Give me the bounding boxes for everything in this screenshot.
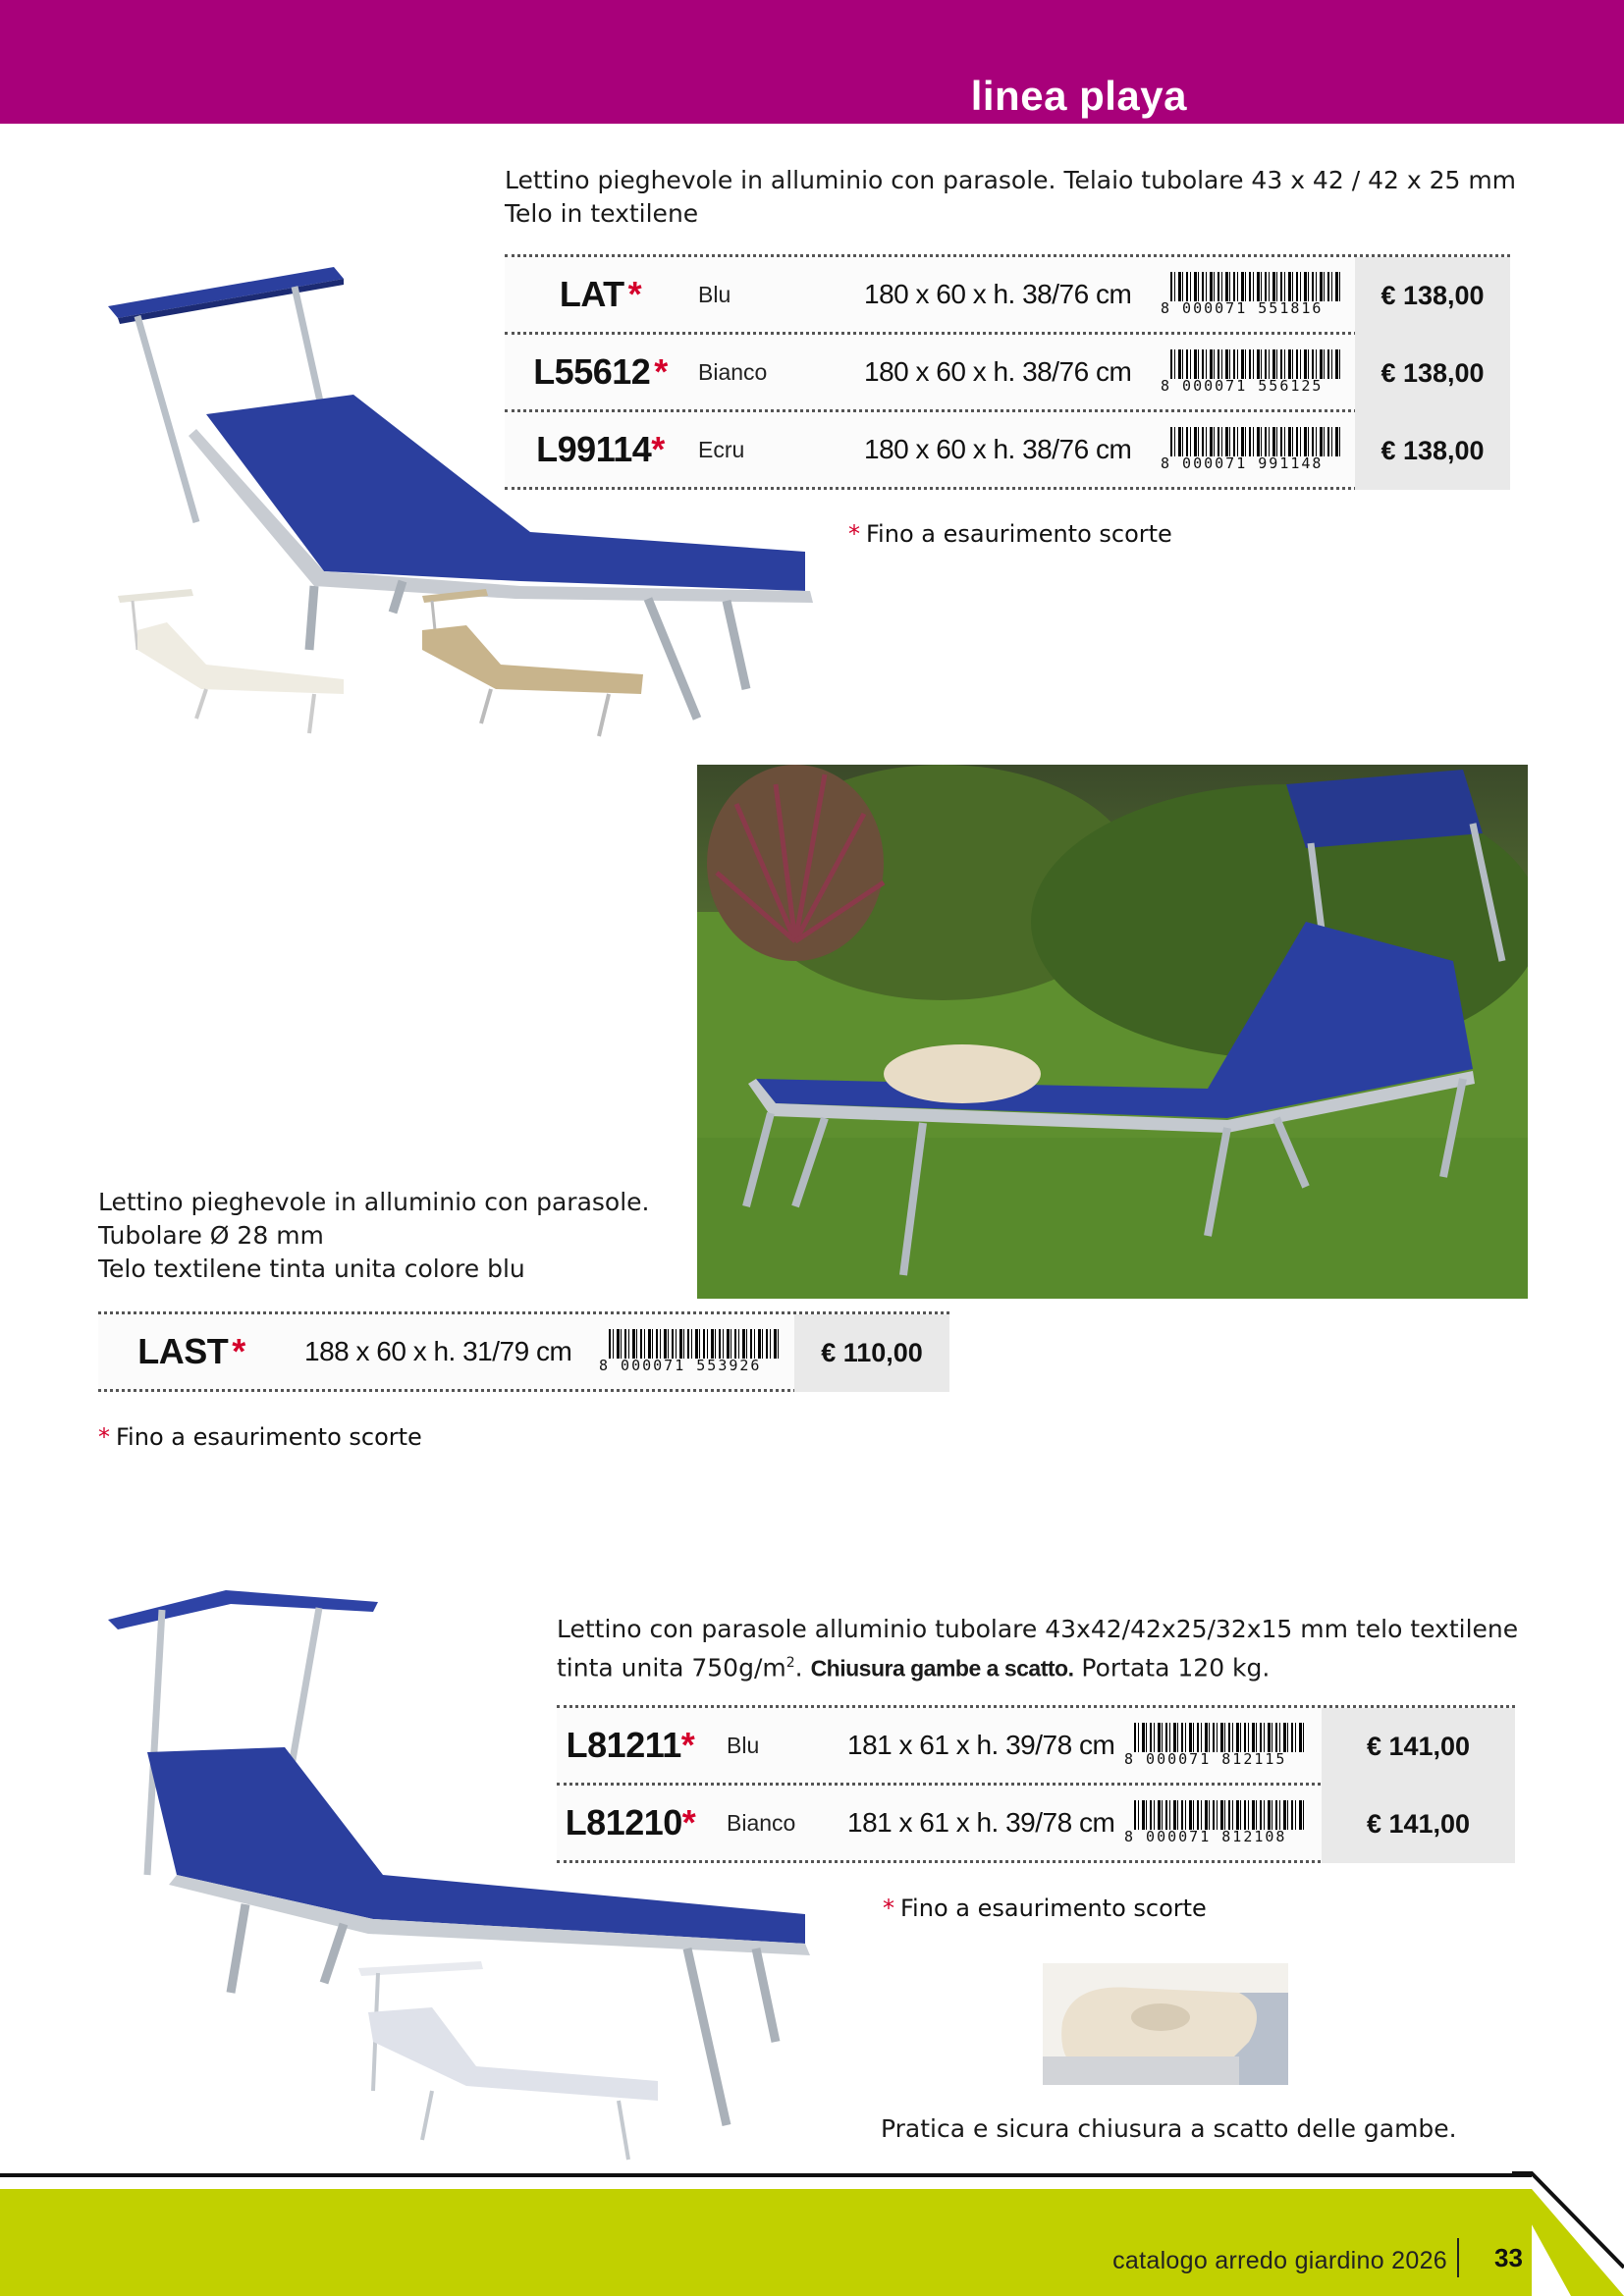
- product-code: LAT *: [559, 274, 642, 314]
- product-dimensions: 180 x 60 x h. 38/76 cm: [864, 356, 1132, 387]
- barcode-bars: [1134, 1723, 1306, 1752]
- product-dimensions: 188 x 60 x h. 31/79 cm: [304, 1336, 572, 1366]
- barcode-bars: [1170, 427, 1342, 456]
- footer-separator: [1457, 2238, 1459, 2277]
- barcode-number: 8 000071 551816: [1161, 299, 1324, 317]
- table-row: [98, 1314, 949, 1392]
- product-price: € 138,00: [1355, 412, 1510, 490]
- stock-note: * Fino a esaurimento scorte: [883, 1895, 1207, 1922]
- product-color: Blu: [727, 1732, 760, 1758]
- product-dimensions: 180 x 60 x h. 38/76 cm: [864, 279, 1132, 309]
- description-line: Tubolare Ø 28 mm: [98, 1221, 324, 1250]
- section2-description: [98, 1186, 697, 1286]
- table-row: [557, 1708, 1515, 1786]
- barcode-number: 8 000071 991148: [1161, 454, 1324, 472]
- description-line: Lettino con parasole alluminio tubolare 43x42/42x25/32x15 mm telo textilene: [557, 1615, 1519, 1643]
- description-line: Lettino pieghevole in alluminio con parasole.: [98, 1188, 650, 1216]
- product-dimensions: 181 x 61 x h. 39/78 cm: [847, 1807, 1115, 1838]
- barcode-bars: [1170, 272, 1342, 301]
- table-row: [505, 412, 1510, 490]
- product-price: € 138,00: [1355, 257, 1510, 335]
- leg-lock-detail-photo: [1043, 1963, 1288, 2085]
- barcode: [599, 1314, 795, 1389]
- stock-note: * Fino a esaurimento scorte: [848, 520, 1172, 548]
- barcode-number: 8 000071 556125: [1161, 377, 1324, 395]
- product-color: Blu: [698, 281, 731, 307]
- barcode: [1124, 1708, 1321, 1783]
- product-color: Bianco: [727, 1809, 796, 1836]
- catalog-title: catalogo arredo giardino 2026: [1112, 2247, 1447, 2274]
- barcode: [1124, 1786, 1321, 1860]
- description-line: tinta unita $750g/m^2$. Chiusura gambe a scatto. Portata 120 kg.: [557, 1653, 1271, 1682]
- description-line: Telo textilene tinta unita colore blu: [98, 1255, 525, 1283]
- detail-caption: Pratica e sicura chiusura a scatto delle gambe.: [881, 2114, 1457, 2143]
- product-code: LAST *: [137, 1331, 245, 1371]
- table-row: [505, 257, 1510, 335]
- product-table-section1: [505, 254, 1510, 490]
- barcode: [1161, 335, 1357, 409]
- product-code: L55612 *: [533, 351, 668, 392]
- section3-description: [557, 1613, 1539, 1684]
- product-color: Bianco: [698, 358, 768, 385]
- product-color: Ecru: [698, 436, 745, 462]
- garden-lounger-photo: [697, 765, 1528, 1299]
- product-code: L99114 *: [536, 429, 665, 469]
- product-price: € 141,00: [1322, 1786, 1515, 1863]
- barcode: [1161, 412, 1357, 487]
- section-title: linea playa: [970, 73, 1187, 119]
- header-bar: [0, 0, 1624, 124]
- product-price: € 138,00: [1355, 335, 1510, 412]
- barcode-number: 8 000071 812108: [1124, 1828, 1287, 1845]
- footer-line: [0, 2173, 1532, 2177]
- description-line: Lettino pieghevole in alluminio con parasole. Telaio tubolare 43 x 42 / 42 x 25 mm: [505, 166, 1517, 194]
- product-price: € 110,00: [794, 1314, 949, 1392]
- barcode: [1161, 257, 1357, 332]
- barcode-bars: [609, 1329, 781, 1359]
- stock-note: * Fino a esaurimento scorte: [98, 1423, 422, 1451]
- barcode-number: 8 000071 812115: [1124, 1750, 1287, 1768]
- footer-bar: [0, 2189, 1532, 2296]
- product-price: € 141,00: [1322, 1708, 1515, 1786]
- product-dimensions: 180 x 60 x h. 38/76 cm: [864, 434, 1132, 464]
- product-table-section2: [98, 1311, 949, 1392]
- table-row: [505, 335, 1510, 412]
- section1-description: [505, 164, 1536, 231]
- table-row: [557, 1786, 1515, 1863]
- product-code: L81211 *: [566, 1725, 695, 1765]
- barcode-bars: [1134, 1800, 1306, 1830]
- product-code: L81210 *: [565, 1802, 696, 1842]
- product-table-section3: [557, 1705, 1515, 1863]
- product-dimensions: 181 x 61 x h. 39/78 cm: [847, 1730, 1115, 1760]
- page-number: 33: [1494, 2243, 1523, 2272]
- barcode-bars: [1170, 349, 1342, 379]
- description-line: Telo in textilene: [505, 199, 699, 228]
- barcode-number: 8 000071 553926: [599, 1357, 762, 1374]
